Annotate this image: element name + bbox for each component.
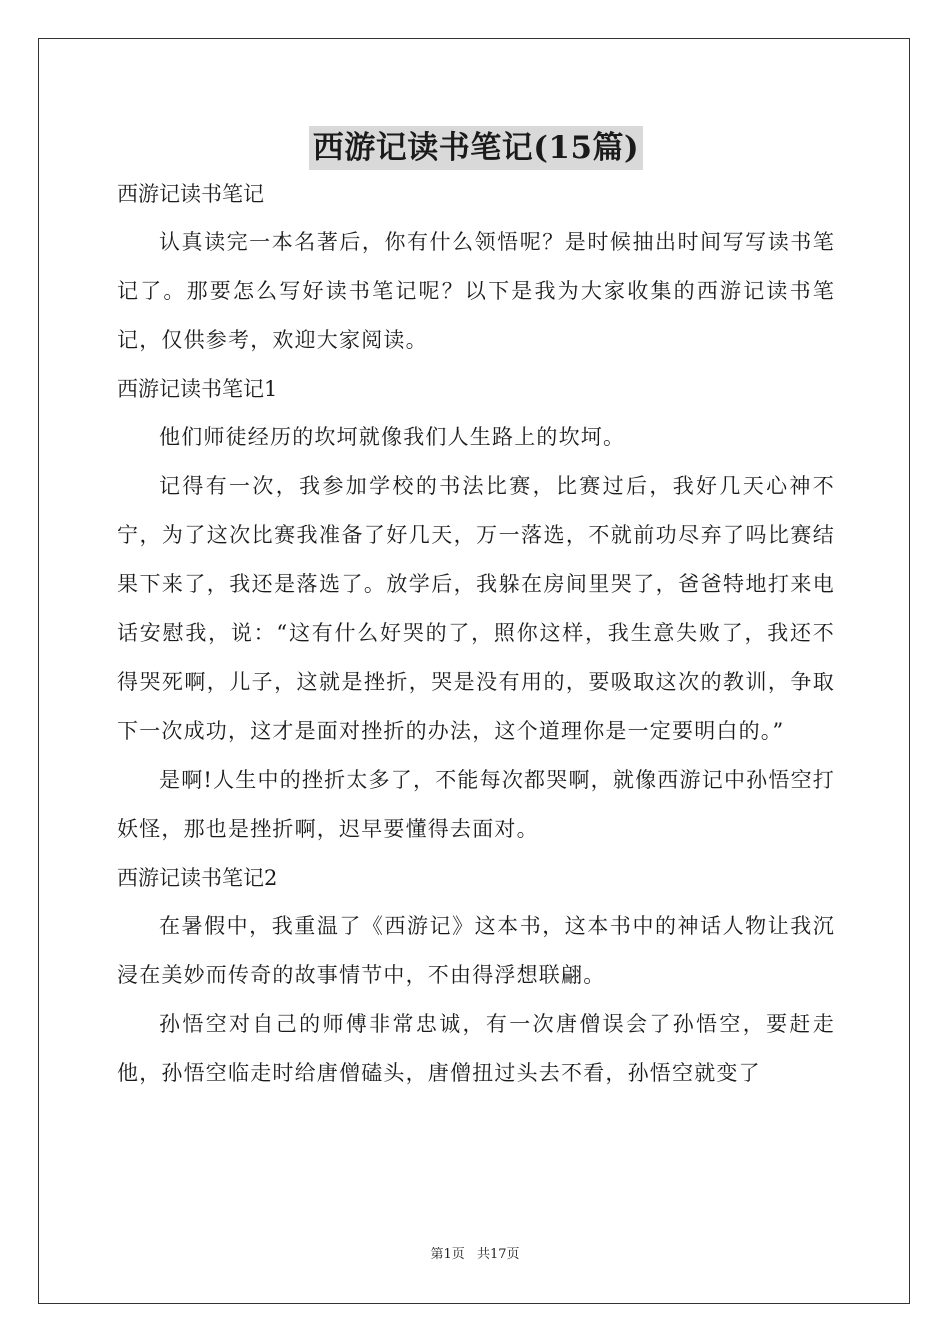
paragraph: 是啊!人生中的挫折太多了，不能每次都哭啊，就像西游记中孙悟空打妖怪，那也是挫折啊，迟早要懂得去面对。	[117, 768, 835, 841]
page-number: 第1页	[430, 1247, 465, 1262]
document-blocks	[117, 170, 835, 1098]
section-heading: 西游记读书笔记1	[117, 377, 278, 401]
document-title: 西游记读书笔记(15篇)	[309, 126, 643, 170]
section-heading: 西游记读书笔记2	[117, 866, 278, 890]
document-body	[117, 126, 835, 1098]
paragraph: 他们师徒经历的坎坷就像我们人生路上的坎坷。	[159, 425, 626, 449]
page-footer	[0, 1246, 950, 1264]
paragraph: 孙悟空对自己的师傅非常忠诚，有一次唐僧误会了孙悟空，要赶走他，孙悟空临走时给唐僧磕头，唐僧扭过头去不看，孙悟空就变了	[117, 1012, 835, 1085]
paragraph: 记得有一次，我参加学校的书法比赛，比赛过后，我好几天心神不宁，为了这次比赛我准备了好几天，万一落选，不就前功尽弃了吗比赛结果下来了，我还是落选了。放学后，我躲在房间里哭了，爸爸特地打来电话安慰我，说：“这有什么好哭的了，照你这样，我生意失败了，我还不得哭死啊，儿子，这就是挫折，哭是没有用的，要吸取这次的教训，争取下一次成功，这才是面对挫折的办法，这个道理你是一定要明白的。”	[117, 474, 835, 743]
title-row	[117, 126, 835, 170]
page-total: 共17页	[476, 1247, 520, 1262]
paragraph: 在暑假中，我重温了《西游记》这本书，这本书中的神话人物让我沉浸在美妙而传奇的故事情节中，不由得浮想联翩。	[117, 914, 835, 987]
paragraph: 认真读完一本名著后，你有什么领悟呢？是时候抽出时间写写读书笔记了。那要怎么写好读书笔记呢？以下是我为大家收集的西游记读书笔记，仅供参考，欢迎大家阅读。	[117, 230, 835, 352]
section-heading: 西游记读书笔记	[117, 182, 264, 206]
